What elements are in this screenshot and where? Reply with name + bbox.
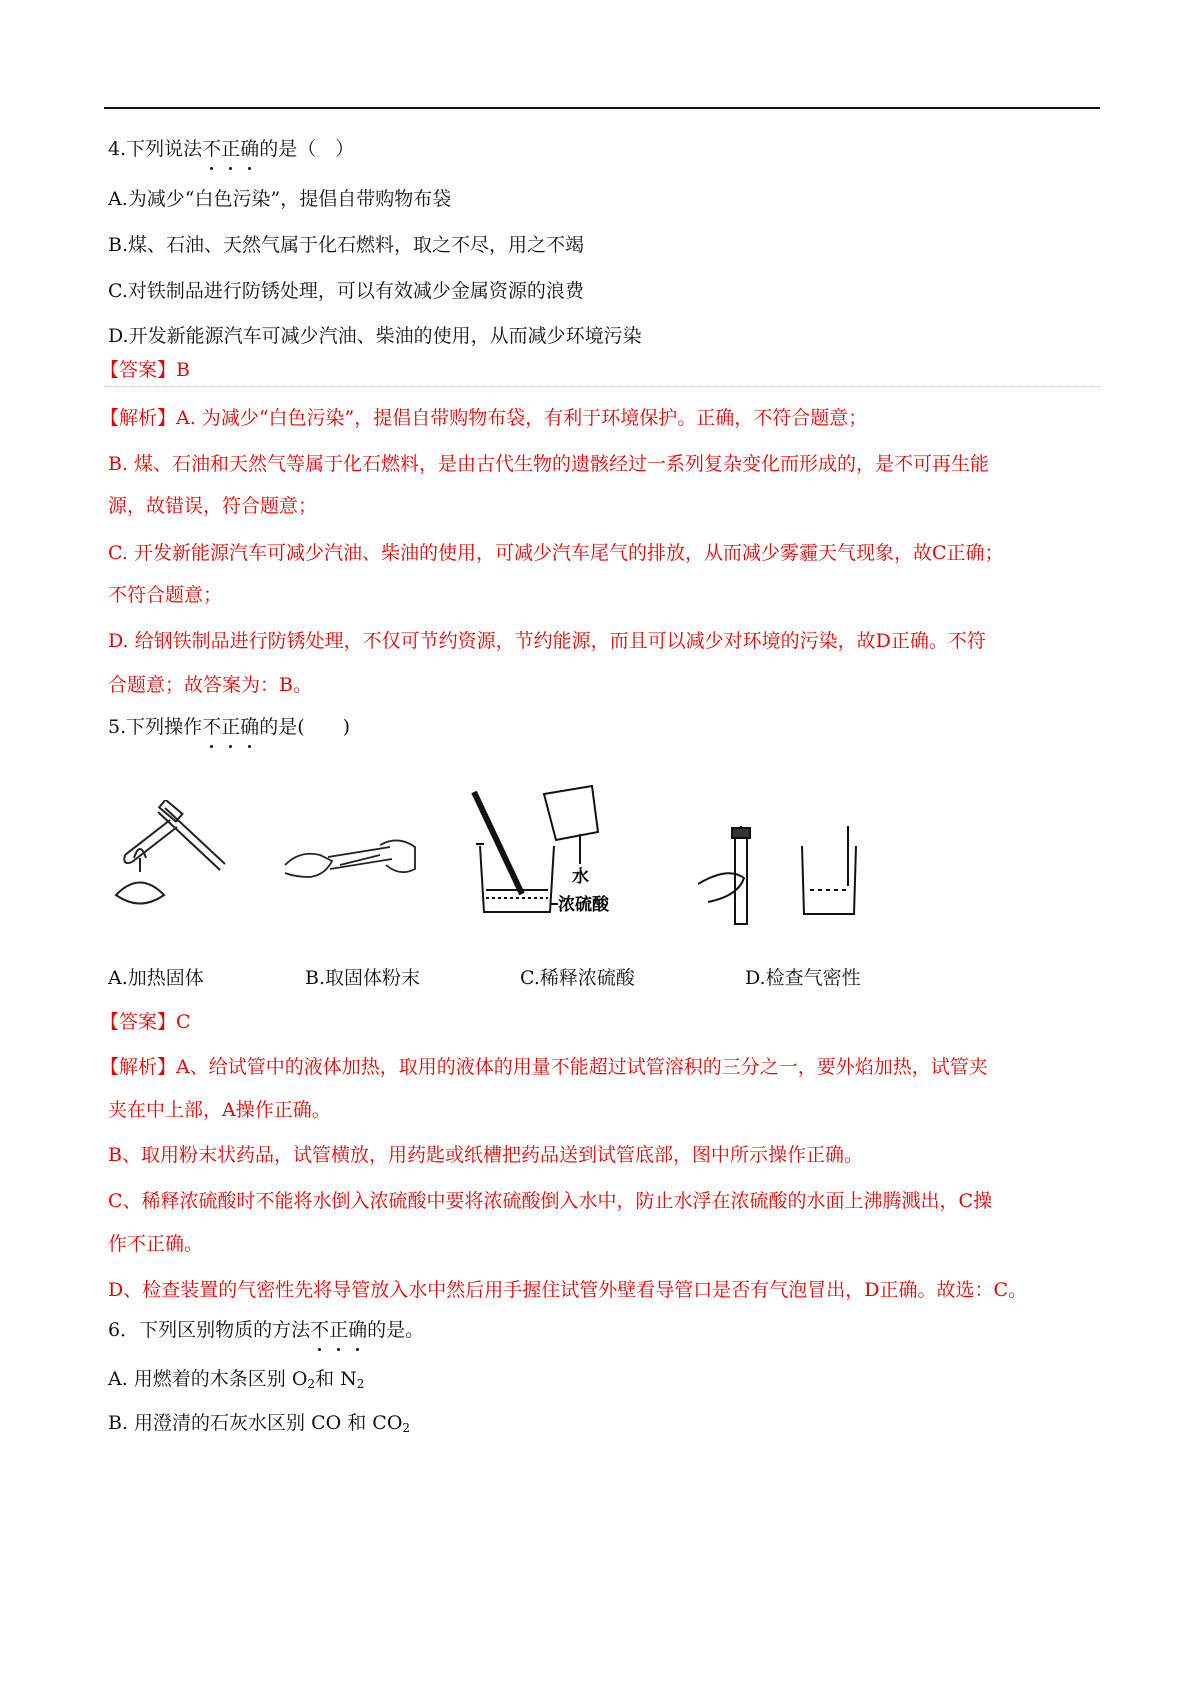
emphasis-char: 不 — [310, 1319, 330, 1341]
q5-option-a: A.加热固体 — [108, 967, 204, 989]
q6-stem: 6．下列区别物质的方法不正确的是。 — [108, 1319, 425, 1341]
q4-answer: 【答案】B — [100, 359, 190, 381]
q4-analysis-line: D. 给钢铁制品进行防锈处理，不仅可节约资源，节约能源，而且可以减少对环境的污染，故D正确。不符 — [108, 630, 986, 652]
emphasis-char: 确 — [348, 1319, 368, 1341]
figure-taking-powder — [280, 825, 420, 895]
q5-analysis-line: D、检查装置的气密性先将导管放入水中然后用手握住试管外壁看导管口是否有气泡冒出，D正确。故选：C。 — [108, 1279, 1028, 1301]
q4-option-c: C.对铁制品进行防锈处理，可以有效减少金属资源的浪费 — [108, 280, 584, 302]
emphasis-char: 确 — [240, 138, 260, 160]
dotted-separator — [104, 386, 1100, 387]
q4-analysis-line: 合题意；故答案为：B。 — [108, 674, 312, 696]
q5-analysis-line: B、取用粉末状药品，试管横放，用药匙或纸槽把药品送到试管底部，图中所示操作正确。 — [108, 1144, 863, 1166]
q4-option-d: D.开发新能源汽车可减少汽油、柴油的使用，从而减少环境污染 — [108, 325, 642, 347]
q5-option-c: C.稀释浓硫酸 — [520, 967, 635, 989]
q5-analysis-line: 作不正确。 — [108, 1233, 204, 1255]
label-acid: 浓硫酸 — [558, 895, 609, 915]
q4-analysis-line: 源，故错误，符合题意； — [108, 495, 318, 517]
q4-analysis-line: 不符合题意； — [108, 584, 223, 606]
q5-option-b: B.取固体粉末 — [305, 967, 421, 989]
emphasis-char: 不 — [202, 138, 222, 160]
emphasis-char: 确 — [240, 716, 260, 738]
figure-dilution — [462, 784, 622, 924]
q6-option-a: A. 用燃着的木条区别 $O_2$和 $N_2$ — [108, 1368, 365, 1391]
q4-analysis-line: C. 开发新能源汽车可减少汽油、柴油的使用，可减少汽车尾气的排放，从而减少雾霾天气现象，故C正确； — [108, 542, 1004, 564]
q4-analysis-line: B. 煤、石油和天然气等属于化石燃料，是由古代生物的遗骸经过一系列复杂变化而形成的，是不可再生能 — [108, 453, 990, 475]
emphasis-char: 正 — [221, 138, 241, 160]
q5-analysis-line: 【解析】A、给试管中的液体加热，取用的液体的用量不能超过试管溶积的三分之一，要外焰加热，试管夹 — [100, 1056, 988, 1078]
q5-stem: 5.下列操作不正确的是( ) — [108, 716, 351, 738]
q5-analysis-line: 夹在中上部，A操作正确。 — [108, 1099, 331, 1121]
emphasis-char: 不 — [202, 716, 222, 738]
q4-option-a: A.为减少“白色污染”，提倡自带购物布袋 — [108, 188, 452, 210]
emphasis-char: 正 — [329, 1319, 349, 1341]
emphasis-char: 正 — [221, 716, 241, 738]
q6-option-b: B. 用澄清的石灰水区别 CO 和 $CO_2$ — [108, 1412, 411, 1435]
q4-stem: 4.下列说法不正确的是（ ） — [108, 138, 355, 160]
label-water: 水 — [572, 867, 589, 887]
q4-option-b: B.煤、石油、天然气属于化石燃料，取之不尽，用之不竭 — [108, 234, 585, 256]
header-rule — [104, 107, 1100, 109]
q5-answer: 【答案】C — [100, 1011, 191, 1033]
q5-analysis-line: C、稀释浓硫酸时不能将水倒入浓硫酸中要将浓硫酸倒入水中，防止水浮在浓硫酸的水面上沸腾溅出，C操 — [108, 1190, 993, 1212]
figure-heating-solid — [110, 800, 240, 915]
q4-analysis-line: 【解析】A. 为减少“白色污染”，提倡自带购物布袋，有利于环境保护。正确，不符合题意； — [100, 407, 868, 429]
figure-airtightness — [698, 826, 868, 926]
q5-option-d: D.检查气密性 — [745, 967, 861, 989]
